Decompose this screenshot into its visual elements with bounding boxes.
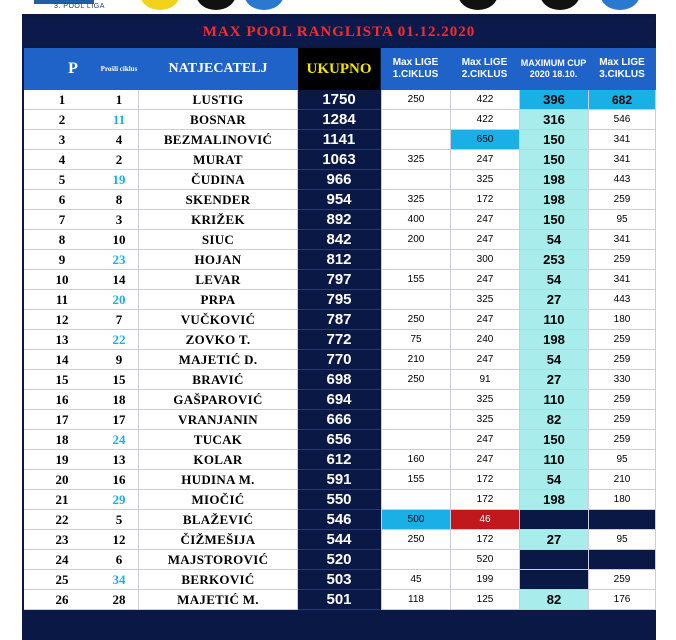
previous-cycle-cell: 28 (100, 590, 138, 610)
max-lige-1-cell (381, 430, 450, 450)
max-lige-2-cell: 199 (450, 570, 519, 590)
table-row (24, 370, 656, 390)
max-lige-3-cell: 259 (588, 350, 656, 370)
max-lige-2-cell: 247 (450, 230, 519, 250)
maximum-cup-cell: 82 (519, 590, 588, 610)
previous-cycle-cell: 7 (100, 310, 138, 330)
total-cell: 842 (298, 230, 380, 250)
competitor-name-cell: ČUDINA (138, 170, 298, 190)
competitor-name-cell: MAJETIĆ M. (138, 590, 298, 610)
table-row (24, 150, 656, 170)
total-cell: 698 (298, 370, 380, 390)
page-title: MAX POOL RANGLISTA 01.12.2020 (24, 19, 654, 45)
max-lige-1-cell: 45 (381, 570, 450, 590)
maximum-cup-cell: 27 (519, 370, 588, 390)
max-lige-1-cell (381, 290, 450, 310)
position-cell: 9 (24, 250, 100, 270)
table-row (24, 190, 656, 210)
max-lige-2-cell: 650 (450, 130, 519, 150)
total-cell: 503 (298, 570, 380, 590)
max-lige-1-cell: 250 (381, 370, 450, 390)
competitor-name-cell: ZOVKO T. (138, 330, 298, 350)
max-lige-3-cell: 330 (588, 370, 656, 390)
max-lige-1-cell: 160 (381, 450, 450, 470)
table-row (24, 330, 656, 350)
max-lige-2-cell: 325 (450, 170, 519, 190)
total-cell: 591 (298, 470, 380, 490)
max-lige-3-cell: 341 (588, 270, 656, 290)
total-cell: 772 (298, 330, 380, 350)
maximum-cup-cell (519, 550, 588, 570)
competitor-name-cell: ČIŽMEŠIJA (138, 530, 298, 550)
total-cell: 612 (298, 450, 380, 470)
max-lige-3-cell: 341 (588, 150, 656, 170)
max-lige-2-cell: 247 (450, 150, 519, 170)
table-row (24, 390, 656, 410)
max-lige-3-cell (588, 550, 656, 570)
table-row (24, 310, 656, 330)
previous-cycle-cell: 8 (100, 190, 138, 210)
max-lige-2-cell: 172 (450, 190, 519, 210)
max-lige-2-cell: 125 (450, 590, 519, 610)
total-cell: 770 (298, 350, 380, 370)
position-cell: 5 (24, 170, 100, 190)
position-cell: 13 (24, 330, 100, 350)
max-lige-3-cell: 443 (588, 170, 656, 190)
max-lige-2-cell: 247 (450, 450, 519, 470)
table-row (24, 90, 656, 110)
maximum-cup-cell: 110 (519, 390, 588, 410)
maximum-cup-cell: 54 (519, 230, 588, 250)
black-ball-icon (196, 0, 236, 10)
league-logo-text: 3. POOL LIGA (54, 3, 105, 10)
max-lige-1-cell: 250 (381, 310, 450, 330)
max-lige-3-cell: 682 (588, 90, 656, 110)
previous-cycle-cell: 9 (100, 350, 138, 370)
black-ball-icon (458, 0, 498, 10)
table-row (24, 290, 656, 310)
total-cell: 520 (298, 550, 380, 570)
max-lige-2-cell: 172 (450, 470, 519, 490)
max-lige-2-cell: 240 (450, 330, 519, 350)
table-row (24, 130, 656, 150)
previous-cycle-cell: 14 (100, 270, 138, 290)
position-cell: 15 (24, 370, 100, 390)
max-lige-1-cell: 325 (381, 190, 450, 210)
competitor-name-cell: MURAT (138, 150, 298, 170)
position-cell: 3 (24, 130, 100, 150)
competitor-name-cell: LEVAR (138, 270, 298, 290)
table-row (24, 410, 656, 430)
position-cell: 11 (24, 290, 100, 310)
max-lige-3-cell: 546 (588, 110, 656, 130)
total-cell: 787 (298, 310, 380, 330)
previous-cycle-cell: 12 (100, 530, 138, 550)
previous-cycle-cell: 16 (100, 470, 138, 490)
max-lige-3-cell: 259 (588, 570, 656, 590)
maximum-cup-cell: 54 (519, 350, 588, 370)
header-total: UKUPNO (298, 48, 380, 90)
total-cell: 892 (298, 210, 380, 230)
competitor-name-cell: BEZMALINOVIĆ (138, 130, 298, 150)
total-cell: 550 (298, 490, 380, 510)
position-cell: 24 (24, 550, 100, 570)
max-lige-1-cell (381, 410, 450, 430)
position-cell: 25 (24, 570, 100, 590)
max-lige-1-cell: 325 (381, 150, 450, 170)
max-lige-3-cell: 95 (588, 210, 656, 230)
max-lige-2-cell: 247 (450, 270, 519, 290)
table-row (24, 450, 656, 470)
position-cell: 10 (24, 270, 100, 290)
maximum-cup-cell: 198 (519, 190, 588, 210)
competitor-name-cell: HOJAN (138, 250, 298, 270)
position-cell: 12 (24, 310, 100, 330)
competitor-name-cell: KOLAR (138, 450, 298, 470)
header-max-lige-1: Max LIGE 1.CIKLUS (381, 48, 450, 90)
previous-cycle-cell: 24 (100, 430, 138, 450)
max-lige-3-cell: 259 (588, 330, 656, 350)
max-lige-3-cell: 259 (588, 190, 656, 210)
max-lige-2-cell: 422 (450, 90, 519, 110)
maximum-cup-cell: 316 (519, 110, 588, 130)
header-previous-cycle: Prošli ciklus (100, 48, 138, 90)
max-lige-2-cell: 247 (450, 310, 519, 330)
position-cell: 8 (24, 230, 100, 250)
total-cell: 797 (298, 270, 380, 290)
position-cell: 4 (24, 150, 100, 170)
competitor-name-cell: BERKOVIĆ (138, 570, 298, 590)
previous-cycle-cell: 6 (100, 550, 138, 570)
competitor-name-cell: MIOČIĆ (138, 490, 298, 510)
total-cell: 1141 (298, 130, 380, 150)
previous-cycle-cell: 18 (100, 390, 138, 410)
previous-cycle-cell: 11 (100, 110, 138, 130)
previous-cycle-cell: 5 (100, 510, 138, 530)
max-lige-2-cell: 247 (450, 350, 519, 370)
competitor-name-cell: GAŠPAROVIĆ (138, 390, 298, 410)
maximum-cup-cell: 54 (519, 470, 588, 490)
position-cell: 20 (24, 470, 100, 490)
position-cell: 7 (24, 210, 100, 230)
maximum-cup-cell: 110 (519, 310, 588, 330)
max-lige-3-cell: 443 (588, 290, 656, 310)
max-lige-1-cell: 500 (381, 510, 450, 530)
max-lige-1-cell: 118 (381, 590, 450, 610)
previous-cycle-cell: 2 (100, 150, 138, 170)
previous-cycle-cell: 3 (100, 210, 138, 230)
total-cell: 694 (298, 390, 380, 410)
max-lige-2-cell: 325 (450, 390, 519, 410)
maximum-cup-cell: 150 (519, 430, 588, 450)
total-cell: 546 (298, 510, 380, 530)
competitor-name-cell: SIUC (138, 230, 298, 250)
table-row (24, 250, 656, 270)
competitor-name-cell: BOSNAR (138, 110, 298, 130)
previous-cycle-cell: 10 (100, 230, 138, 250)
max-lige-3-cell: 180 (588, 310, 656, 330)
max-lige-1-cell (381, 390, 450, 410)
max-lige-2-cell: 91 (450, 370, 519, 390)
table-row (24, 510, 656, 530)
max-lige-1-cell: 250 (381, 90, 450, 110)
maximum-cup-cell: 150 (519, 210, 588, 230)
position-cell: 23 (24, 530, 100, 550)
max-lige-3-cell: 259 (588, 410, 656, 430)
table-row (24, 230, 656, 250)
competitor-name-cell: BRAVIĆ (138, 370, 298, 390)
black-ball-icon (540, 0, 580, 10)
position-cell: 19 (24, 450, 100, 470)
previous-cycle-cell: 15 (100, 370, 138, 390)
header-maximum-cup: MAXIMUM CUP 2020 18.10. (519, 48, 588, 90)
position-cell: 22 (24, 510, 100, 530)
competitor-name-cell: KRIŽEK (138, 210, 298, 230)
max-lige-1-cell: 155 (381, 270, 450, 290)
table-row (24, 210, 656, 230)
position-cell: 18 (24, 430, 100, 450)
max-lige-2-cell: 247 (450, 430, 519, 450)
total-cell: 666 (298, 410, 380, 430)
competitor-name-cell: TUCAK (138, 430, 298, 450)
maximum-cup-cell: 27 (519, 530, 588, 550)
competitor-name-cell: PRPA (138, 290, 298, 310)
max-lige-2-cell: 520 (450, 550, 519, 570)
previous-cycle-cell: 19 (100, 170, 138, 190)
max-lige-3-cell: 259 (588, 430, 656, 450)
table-row (24, 530, 656, 550)
previous-cycle-cell: 22 (100, 330, 138, 350)
maximum-cup-cell: 198 (519, 170, 588, 190)
blue-ball-icon (244, 0, 284, 10)
max-lige-1-cell (381, 490, 450, 510)
max-lige-3-cell (588, 510, 656, 530)
max-lige-3-cell: 259 (588, 390, 656, 410)
maximum-cup-cell: 198 (519, 330, 588, 350)
table-row (24, 570, 656, 590)
header-max-lige-2: Max LIGE 2.CIKLUS (450, 48, 519, 90)
position-cell: 21 (24, 490, 100, 510)
max-lige-1-cell (381, 110, 450, 130)
competitor-name-cell: VRANJANIN (138, 410, 298, 430)
max-lige-2-cell: 422 (450, 110, 519, 130)
header-max-lige-3: Max LIGE 3.CIKLUS (588, 48, 656, 90)
position-cell: 17 (24, 410, 100, 430)
max-lige-1-cell: 400 (381, 210, 450, 230)
max-lige-1-cell (381, 170, 450, 190)
competitor-name-cell: MAJETIĆ D. (138, 350, 298, 370)
maximum-cup-cell (519, 570, 588, 590)
top-banner (0, 0, 676, 14)
maximum-cup-cell (519, 510, 588, 530)
previous-cycle-cell: 4 (100, 130, 138, 150)
max-lige-3-cell: 341 (588, 130, 656, 150)
league-logo (34, 0, 134, 12)
competitor-name-cell: MAJSTOROVIĆ (138, 550, 298, 570)
maximum-cup-cell: 253 (519, 250, 588, 270)
max-lige-2-cell: 325 (450, 290, 519, 310)
position-cell: 14 (24, 350, 100, 370)
max-lige-1-cell (381, 130, 450, 150)
max-lige-2-cell: 46 (450, 510, 519, 530)
previous-cycle-cell: 13 (100, 450, 138, 470)
max-lige-3-cell: 210 (588, 470, 656, 490)
header-competitor: NATJECATELJ (138, 48, 298, 90)
total-cell: 1284 (298, 110, 380, 130)
competitor-name-cell: BLAŽEVIĆ (138, 510, 298, 530)
maximum-cup-cell: 150 (519, 150, 588, 170)
blue-ball-icon (600, 0, 640, 10)
table-row (24, 350, 656, 370)
competitor-name-cell: HUDINA M. (138, 470, 298, 490)
max-lige-1-cell: 200 (381, 230, 450, 250)
table-row (24, 490, 656, 510)
total-cell: 966 (298, 170, 380, 190)
total-cell: 1063 (298, 150, 380, 170)
max-lige-2-cell: 300 (450, 250, 519, 270)
maximum-cup-cell: 150 (519, 130, 588, 150)
max-lige-3-cell: 95 (588, 450, 656, 470)
max-lige-1-cell: 210 (381, 350, 450, 370)
header-position: P (24, 48, 122, 90)
previous-cycle-cell: 20 (100, 290, 138, 310)
total-cell: 954 (298, 190, 380, 210)
total-cell: 501 (298, 590, 380, 610)
previous-cycle-cell: 1 (100, 90, 138, 110)
maximum-cup-cell: 54 (519, 270, 588, 290)
total-cell: 656 (298, 430, 380, 450)
total-cell: 1750 (298, 90, 380, 110)
maximum-cup-cell: 396 (519, 90, 588, 110)
previous-cycle-cell: 34 (100, 570, 138, 590)
maximum-cup-cell: 82 (519, 410, 588, 430)
position-cell: 1 (24, 90, 100, 110)
max-lige-1-cell: 75 (381, 330, 450, 350)
table-row (24, 170, 656, 190)
total-cell: 795 (298, 290, 380, 310)
table-row (24, 270, 656, 290)
max-lige-1-cell (381, 550, 450, 570)
max-lige-3-cell: 95 (588, 530, 656, 550)
max-lige-2-cell: 247 (450, 210, 519, 230)
previous-cycle-cell: 29 (100, 490, 138, 510)
max-lige-3-cell: 341 (588, 230, 656, 250)
maximum-cup-cell: 198 (519, 490, 588, 510)
table-row (24, 590, 656, 610)
yellow-ball-icon (140, 0, 180, 10)
max-lige-2-cell: 172 (450, 490, 519, 510)
total-cell: 544 (298, 530, 380, 550)
max-lige-1-cell: 155 (381, 470, 450, 490)
max-lige-3-cell: 176 (588, 590, 656, 610)
table-row (24, 550, 656, 570)
position-cell: 26 (24, 590, 100, 610)
previous-cycle-cell: 23 (100, 250, 138, 270)
position-cell: 2 (24, 110, 100, 130)
max-lige-1-cell: 250 (381, 530, 450, 550)
maximum-cup-cell: 27 (519, 290, 588, 310)
table-row (24, 470, 656, 490)
table-row (24, 430, 656, 450)
competitor-name-cell: SKENDER (138, 190, 298, 210)
max-lige-3-cell: 259 (588, 250, 656, 270)
total-cell: 812 (298, 250, 380, 270)
max-lige-2-cell: 325 (450, 410, 519, 430)
previous-cycle-cell: 17 (100, 410, 138, 430)
max-lige-3-cell: 180 (588, 490, 656, 510)
competitor-name-cell: LUSTIG (138, 90, 298, 110)
position-cell: 6 (24, 190, 100, 210)
ranking-rows (24, 90, 656, 610)
max-lige-2-cell: 172 (450, 530, 519, 550)
position-cell: 16 (24, 390, 100, 410)
competitor-name-cell: VUČKOVIĆ (138, 310, 298, 330)
max-lige-1-cell (381, 250, 450, 270)
table-row (24, 110, 656, 130)
maximum-cup-cell: 110 (519, 450, 588, 470)
